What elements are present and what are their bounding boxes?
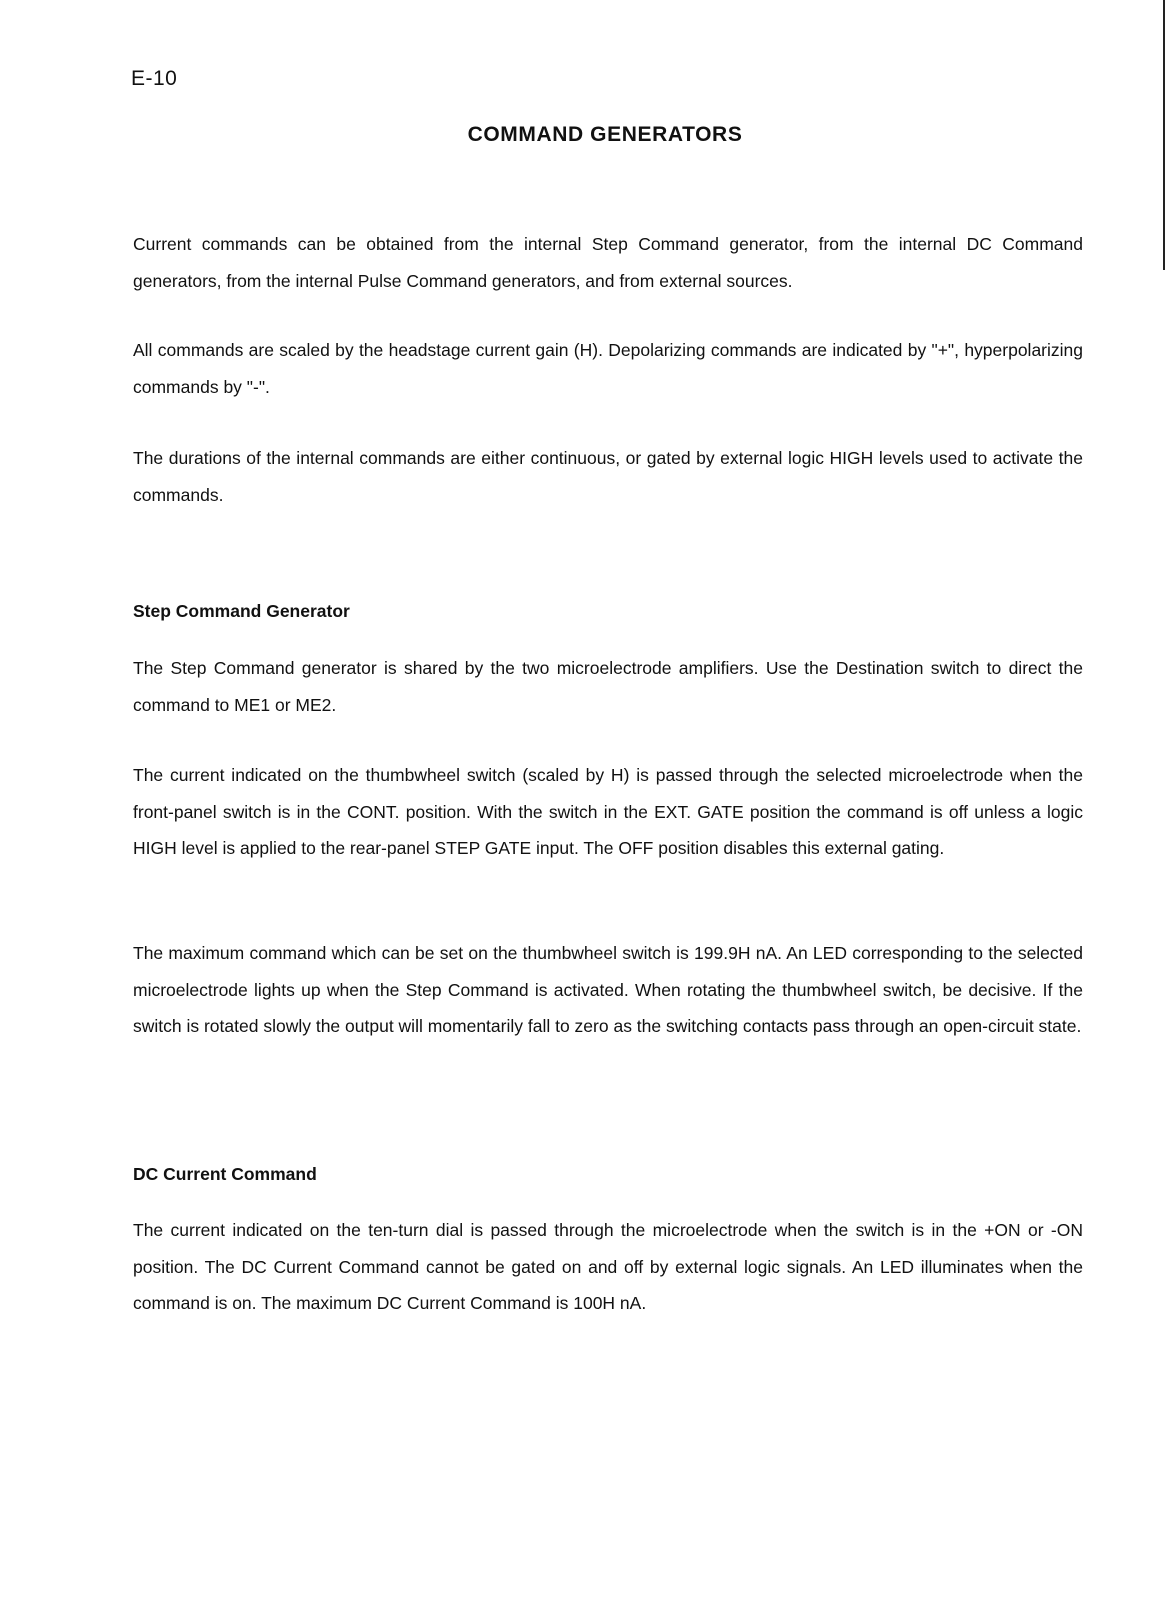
- page-number: E-10: [131, 67, 178, 90]
- intro-paragraph-3: The durations of the internal commands are either continuous, or gated by external logic HIGH levels used to activate the commands.: [133, 448, 1083, 505]
- step-paragraph-2: The current indicated on the thumbwheel switch (scaled by H) is passed through the selected microelectrode when the front-panel switch is in the CONT. position. With the switch in the EXT. GATE position the command is off unless a logic HIGH level is applied to the rear-panel STEP GATE input. The OFF position disables this external gating.: [133, 765, 1083, 858]
- intro-paragraph-2: All commands are scaled by the headstage current gain (H). Depolarizing commands are indicated by "+", hyperpolarizing commands by "-".: [133, 340, 1083, 397]
- dc-paragraph-1: The current indicated on the ten-turn dial is passed through the microelectrode when the switch is in the +ON or -ON position. The DC Current Command cannot be gated on and off by external logic signals. An LED illuminates when the command is on. The maximum DC Current Command is 100H nA.: [133, 1220, 1083, 1313]
- section-heading-dc: DC Current Command: [133, 1164, 317, 1184]
- step-paragraph-3: The maximum command which can be set on the thumbwheel switch is 199.9H nA. An LED corresponding to the selected microelectrode lights up when the Step Command is activated. When rotating the thumbwheel switch, be decisive. If the switch is rotated slowly the output will momentarily fall to zero as the switching contacts pass through an open-circuit state.: [133, 943, 1083, 1036]
- step-paragraph-1: The Step Command generator is shared by the two microelectrode amplifiers. Use the Destination switch to direct the command to ME1 or ME2.: [133, 658, 1083, 715]
- section-heading-step: Step Command Generator: [133, 601, 350, 621]
- intro-paragraph-1: Current commands can be obtained from the internal Step Command generator, from the internal DC Command generators, from the internal Pulse Command generators, and from external sources.: [133, 234, 1083, 291]
- page-title: COMMAND GENERATORS: [467, 123, 743, 146]
